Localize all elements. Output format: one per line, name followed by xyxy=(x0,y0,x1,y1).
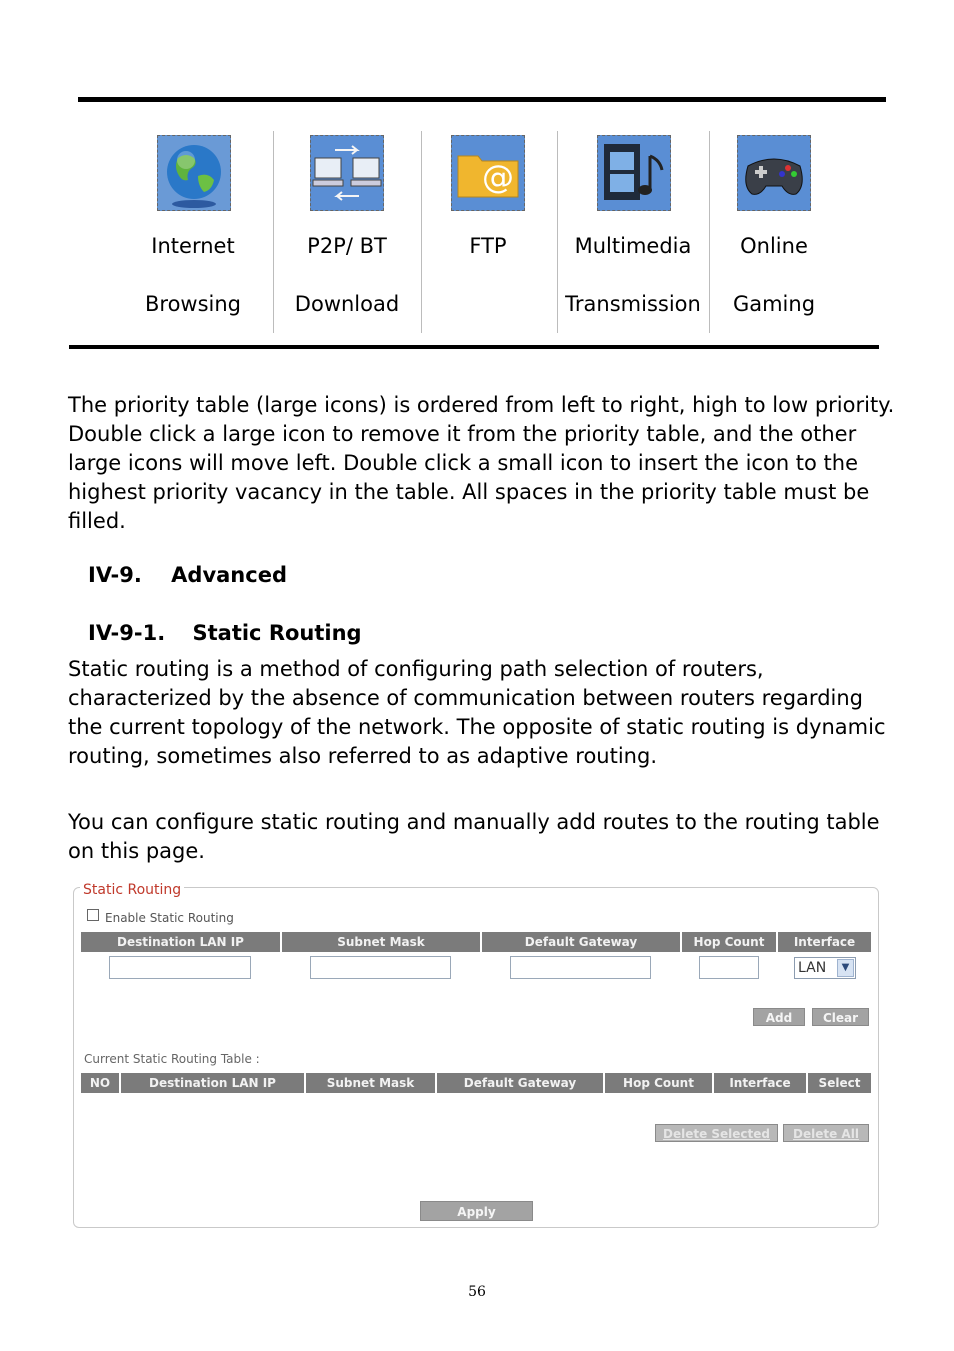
table-header-subnet-mask: Subnet Mask xyxy=(306,1073,435,1093)
enable-static-routing-label: Enable Static Routing xyxy=(105,911,234,925)
top-rule xyxy=(78,97,886,102)
header-destination-lan-ip: Destination LAN IP xyxy=(81,932,280,952)
page-number: 56 xyxy=(468,1284,486,1300)
computers-transfer-icon[interactable] xyxy=(310,135,384,211)
table-header-destination-lan-ip: Destination LAN IP xyxy=(121,1073,304,1093)
svg-text:@: @ xyxy=(482,158,514,196)
bottom-rule xyxy=(69,345,879,349)
table-header-hop-count: Hop Count xyxy=(605,1073,712,1093)
ftp-folder-icon[interactable] xyxy=(451,135,525,211)
film-music-icon[interactable] xyxy=(597,135,671,211)
section-title: Advanced xyxy=(171,563,287,587)
header-subnet-mask: Subnet Mask xyxy=(282,932,480,952)
current-table-label: Current Static Routing Table : xyxy=(84,1052,260,1066)
table-header-no: NO xyxy=(81,1073,119,1093)
table-header-interface: Interface xyxy=(714,1073,806,1093)
hop-count-input[interactable] xyxy=(699,956,759,979)
section-number: IV-9. xyxy=(88,563,142,587)
section-heading xyxy=(88,563,287,587)
intro-paragraph: The priority table (large icons) is ordered from left to right, high to low priority. Double click a large icon to remove it from the priority table, and the other large icons will move left. Double click a small icon to insert the icon to the highest priority vacancy in the table. All spaces in the priority table must be filled. xyxy=(68,393,895,533)
header-default-gateway: Default Gateway xyxy=(482,932,680,952)
header-interface: Interface xyxy=(778,932,871,952)
static-routing-paragraph: Static routing is a method of configuring path selection of routers, characterized by the absence of communication between routers regarding the current topology of the network. The opposite of static routing is dynamic routing, sometimes also referred to as adaptive routing. xyxy=(68,657,886,768)
category-label: Browsing xyxy=(144,292,242,316)
subnet-mask-input[interactable] xyxy=(310,956,451,979)
apply-button[interactable]: Apply xyxy=(420,1201,533,1221)
enable-static-routing-checkbox[interactable] xyxy=(87,909,99,921)
destination-lan-ip-input[interactable] xyxy=(109,956,251,979)
interface-select-value: LAN xyxy=(798,960,827,976)
category-label: Transmission xyxy=(565,292,701,316)
delete-selected-button[interactable]: Delete Selected xyxy=(655,1124,778,1142)
interface-select[interactable] xyxy=(794,957,856,979)
category-label: Internet xyxy=(151,234,235,258)
globe-icon[interactable] xyxy=(157,135,231,211)
subsection-title: Static Routing xyxy=(192,621,362,645)
subsection-number: IV-9-1. xyxy=(88,621,166,645)
gamepad-icon[interactable] xyxy=(737,135,811,211)
clear-button[interactable]: Clear xyxy=(812,1008,869,1026)
category-label: Online xyxy=(740,234,808,258)
add-button[interactable]: Add xyxy=(753,1008,805,1026)
table-header-select: Select xyxy=(808,1073,871,1093)
category-label: P2P/ BT xyxy=(307,234,387,258)
config-paragraph: You can configure static routing and manually add routes to the routing table on this page. xyxy=(68,810,880,863)
header-hop-count: Hop Count xyxy=(682,932,776,952)
category-label: Download xyxy=(294,292,400,316)
category-label: Multimedia xyxy=(574,234,692,258)
category-label: Gaming xyxy=(732,292,816,316)
table-header-default-gateway: Default Gateway xyxy=(437,1073,603,1093)
panel-legend: Static Routing xyxy=(80,882,184,898)
default-gateway-input[interactable] xyxy=(510,956,651,979)
subsection-heading xyxy=(88,621,362,645)
category-label: FTP xyxy=(469,234,507,258)
chevron-down-icon[interactable]: ▼ xyxy=(837,959,854,977)
delete-all-button[interactable]: Delete All xyxy=(783,1124,869,1142)
